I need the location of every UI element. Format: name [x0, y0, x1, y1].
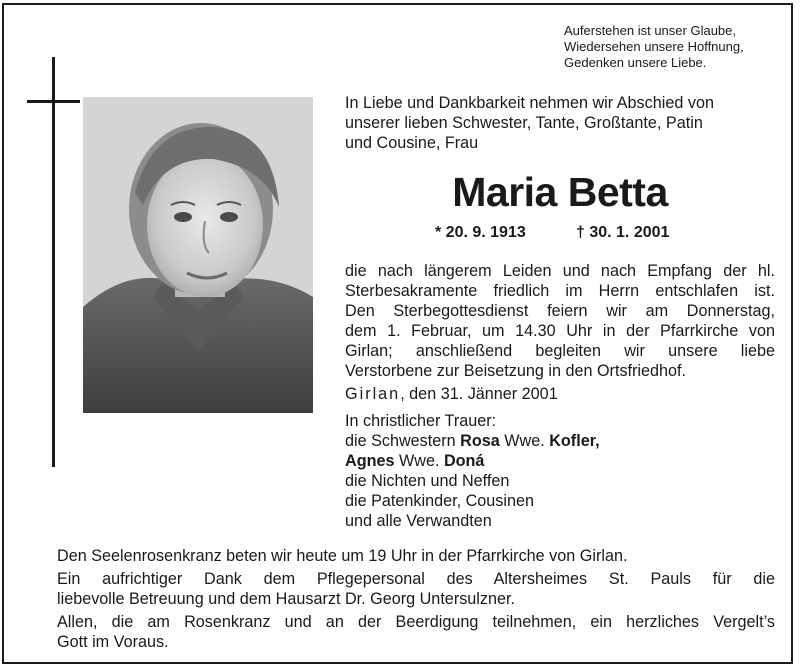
thanks-line: Ein aufrichtiger Dank dem Pflegepersonal des Altersheimes St. Pauls für die — [57, 570, 775, 588]
mourner-line: und alle Verwandten — [345, 512, 492, 530]
place-date — [345, 384, 775, 404]
death-date: † 30. 1. 2001 — [576, 224, 670, 241]
body-line: Verstorbene zur Beisetzung in den Ortsfriedhof. — [345, 362, 687, 380]
mourners-heading: In christlicher Trauer: — [345, 412, 497, 430]
thanks-paragraph — [57, 569, 775, 609]
cross-icon — [52, 57, 55, 467]
intro-line: In Liebe und Dankbarkeit nehmen wir Abschied von — [345, 94, 714, 112]
place-name: Girlan — [345, 385, 401, 403]
mourner-line: die Nichten und Neffen — [345, 472, 510, 490]
body-text — [345, 261, 775, 381]
deceased-name: Maria Betta — [452, 169, 668, 215]
thanks-line: liebevolle Betreuung und dem Hausarzt Dr. Georg Untersulzner. — [57, 590, 515, 608]
rosary-notice: Den Seelenrosenkranz beten wir heute um 19 Uhr in der Pfarrkirche von Girlan. — [57, 547, 628, 565]
body-line: Sterbesakramente friedlich im Herrn entschlafen ist. — [345, 282, 775, 300]
body-line: Girlan; anschließend begleiten wir unsere liebe — [345, 342, 775, 360]
motto-line: Auferstehen ist unser Glaube, — [564, 23, 736, 38]
mourner-surname: Kofler, — [549, 432, 600, 450]
cross-icon-bar — [27, 100, 80, 103]
mourner-text: Wwe. — [394, 452, 444, 470]
mourner-surname: Doná — [443, 452, 485, 470]
mourner-line: die Patenkinder, Cousinen — [345, 492, 534, 510]
gratitude-line: Gott im Voraus. — [57, 633, 169, 651]
obituary-card — [2, 3, 793, 664]
gratitude-line: Allen, die am Rosenkranz und an der Beerdigung teilnehmen, ein herzliches Vergelt’s — [57, 613, 775, 631]
body-line: Den Sterbegottesdienst feiern wir am Donnerstag, — [345, 302, 775, 320]
mourners-list — [345, 411, 775, 531]
motto-line: Wiedersehen unsere Hoffnung, — [564, 39, 744, 54]
date-text: , den 31. Jänner 2001 — [400, 385, 558, 403]
intro-line: und Cousine, Frau — [345, 134, 479, 152]
intro-text — [345, 93, 775, 153]
portrait-photo — [83, 97, 313, 413]
birth-date: * 20. 9. 1913 — [435, 224, 526, 241]
mourner-name: Rosa — [460, 432, 500, 450]
mourner-text: Wwe. — [499, 432, 550, 450]
motto — [564, 23, 784, 71]
mourner-line — [345, 451, 775, 471]
intro-line: unserer lieben Schwester, Tante, Großtante, Patin — [345, 114, 703, 132]
mourner-text: die Schwestern — [345, 432, 461, 450]
mourner-line — [345, 431, 775, 451]
motto-line: Gedenken unsere Liebe. — [564, 55, 707, 70]
gratitude-paragraph — [57, 612, 775, 652]
portrait-image — [83, 97, 313, 413]
mourner-name: Agnes — [345, 452, 395, 470]
body-line: die nach längerem Leiden und nach Empfang der hl. — [345, 262, 775, 280]
body-line: dem 1. Februar, um 14.30 Uhr in der Pfarrkirche von — [345, 322, 775, 340]
closing-text — [57, 546, 775, 655]
